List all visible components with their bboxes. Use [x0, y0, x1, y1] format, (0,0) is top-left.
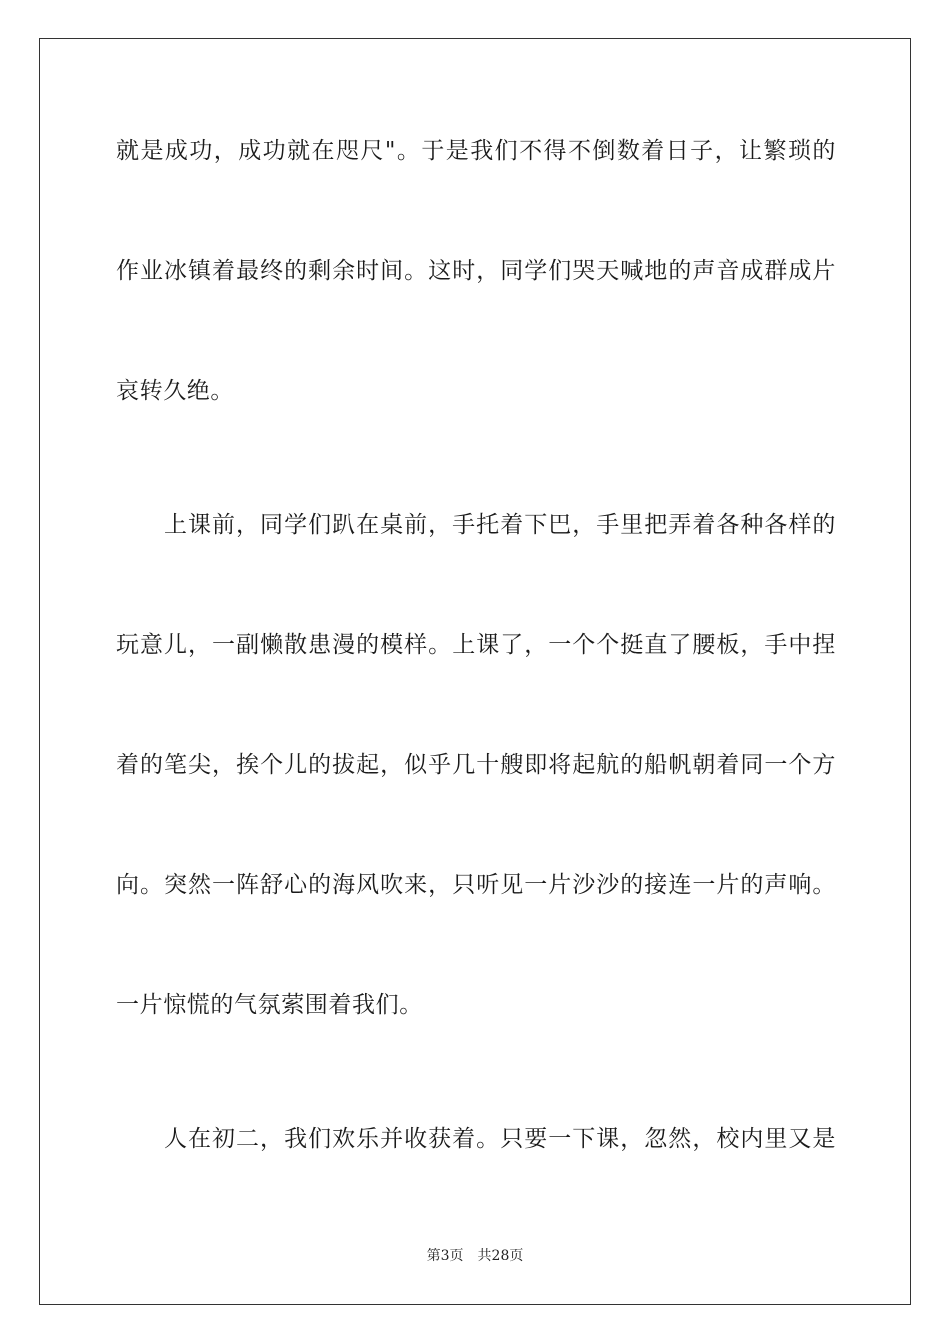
- paragraph-start-line: 人在初二，我们欢乐并收获着。只要一下课，忽然，校内里又是: [164, 1126, 836, 1152]
- page-footer: [0, 1247, 950, 1265]
- text-line: 着的笔尖，挨个儿的拔起，似乎几十艘即将起航的船帆朝着同一个方: [116, 752, 836, 778]
- page-total: 共28页: [477, 1248, 524, 1264]
- text-line: 哀转久绝。: [116, 378, 234, 404]
- text-line: 玩意儿，一副懒散患漫的模样。上课了，一个个挺直了腰板，手中捏: [116, 632, 836, 658]
- text-line: 就是成功，成功就在咫尺"。于是我们不得不倒数着日子，让繁琐的: [116, 138, 836, 164]
- paragraph-start-line: 上课前，同学们趴在桌前，手托着下巴，手里把弄着各种各样的: [164, 512, 836, 538]
- text-line: 向。突然一阵舒心的海风吹来，只听见一片沙沙的接连一片的声响。: [116, 872, 836, 898]
- page-border: [39, 38, 911, 1305]
- text-line: 一片惊慌的气氛萦围着我们。: [116, 992, 423, 1018]
- text-line: 作业冰镇着最终的剩余时间。这时，同学们哭天喊地的声音成群成片: [116, 258, 836, 284]
- page-number: 第3页: [426, 1248, 464, 1264]
